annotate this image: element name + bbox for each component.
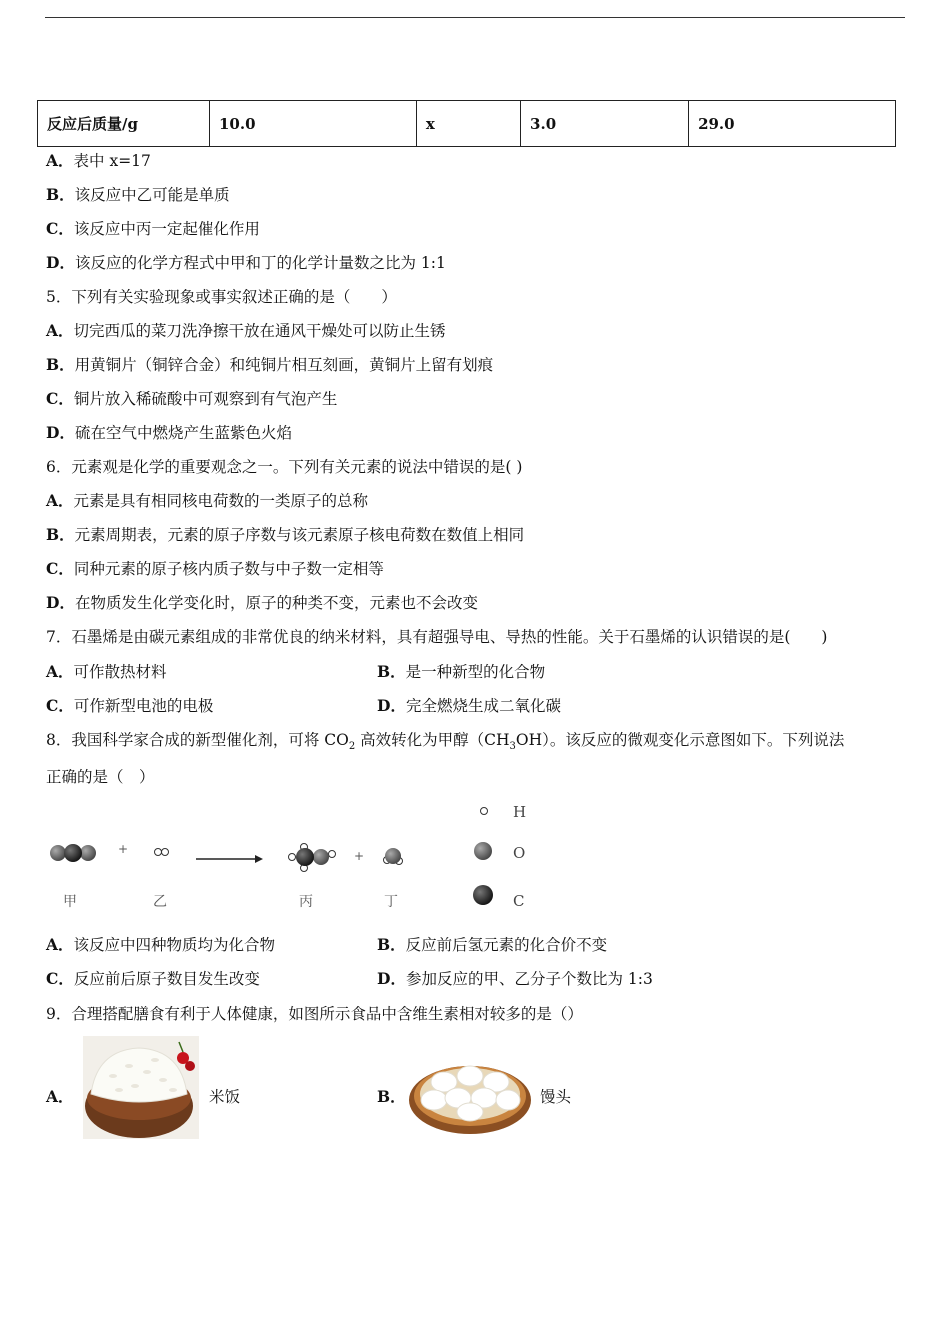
q9-stem: 9．合理搭配膳食有利于人体健康，如图所示食品中含维生素相对较多的是（） xyxy=(46,1005,583,1023)
value-yi: x xyxy=(416,101,520,147)
label-yi: 乙 xyxy=(153,894,167,910)
steamed-buns-image xyxy=(408,1048,532,1136)
q5-option-d[interactable]: D．硫在空气中燃烧产生蓝紫色火焰 xyxy=(46,423,292,442)
label-bing: 丙 xyxy=(299,894,313,910)
q9-option-b-text: 馒头 xyxy=(540,1088,572,1106)
q8-option-a[interactable]: A．该反应中四种物质均为化合物 xyxy=(46,935,276,954)
q7-option-c[interactable]: C．可作新型电池的电极 xyxy=(46,696,214,715)
q5-option-b[interactable]: B．用黄铜片（铜锌合金）和纯铜片相互刻画，黄铜片上留有划痕 xyxy=(46,355,494,374)
q6-stem: 6．元素观是化学的重要观念之一。下列有关元素的说法中错误的是( ) xyxy=(46,458,523,476)
molecule-yi xyxy=(155,849,169,856)
q4-option-a[interactable]: A．表中 x=17 xyxy=(46,151,151,170)
atom-legend xyxy=(473,803,526,910)
value-bing: 3.0 xyxy=(521,101,689,147)
label-jia: 甲 xyxy=(63,894,77,910)
q6-option-d[interactable]: D．在物质发生化学变化时，原子的种类不变，元素也不会改变 xyxy=(46,593,478,612)
q8-option-d[interactable]: D．参加反应的甲、乙分子个数比为 1:3 xyxy=(377,969,653,988)
legend-c: C xyxy=(513,892,525,910)
q9-option-a-letter[interactable]: A． xyxy=(46,1087,74,1106)
molecule-jia xyxy=(50,844,96,862)
q5-option-c[interactable]: C．铜片放入稀硫酸中可观察到有气泡产生 xyxy=(46,389,338,408)
q4-option-c[interactable]: C．该反应中丙一定起催化作用 xyxy=(46,219,260,238)
legend-o: O xyxy=(513,844,526,862)
q6-option-a[interactable]: A．元素是具有相同核电荷数的一类原子的总称 xyxy=(46,491,369,510)
q6-option-c[interactable]: C．同种元素的原子核内质子数与中子数一定相等 xyxy=(46,559,384,578)
plus-sign: + xyxy=(118,842,129,856)
q4-option-b[interactable]: B．该反应中乙可能是单质 xyxy=(46,185,230,204)
q6-option-b[interactable]: B．元素周期表，元素的原子序数与该元素原子核电荷数在数值上相同 xyxy=(46,525,525,544)
molecule-ding xyxy=(384,848,403,865)
q8-option-c[interactable]: C．反应前后原子数目发生改变 xyxy=(46,969,260,988)
q7-option-a[interactable]: A．可作散热材料 xyxy=(46,662,167,681)
q8-stem: 8．我国科学家合成的新型催化剂，可将 $CO_2$ 高效转化为甲醇$(CH_3OH)$。该反应的微观变化示意图如下。下列说法 xyxy=(46,731,845,753)
q9-option-b-letter[interactable]: B． xyxy=(377,1087,406,1106)
q7-stem: 7．石墨烯是由碳元素组成的非常优良的纳米材料，具有超强导电、导热的性能。关于石墨烯的认识错误的是( ) xyxy=(46,628,828,646)
value-ding: 29.0 xyxy=(689,101,896,147)
q8-stem-line2: 正确的是（ ） xyxy=(46,768,155,786)
value-jia: 10.0 xyxy=(210,101,417,147)
molecule-bing xyxy=(289,844,336,872)
rice-bowl-image xyxy=(83,1036,199,1139)
q8-option-b[interactable]: B．反应前后氢元素的化合价不变 xyxy=(377,935,608,954)
header-rule xyxy=(45,17,905,18)
reaction-arrow xyxy=(196,855,263,863)
plus-sign: + xyxy=(354,849,365,863)
q5-option-a[interactable]: A．切完西瓜的菜刀洗净擦干放在通风干燥处可以防止生锈 xyxy=(46,321,446,340)
row-label: 反应后质量/g xyxy=(38,101,210,147)
q7-option-d[interactable]: D．完全燃烧生成二氧化碳 xyxy=(377,696,561,715)
q4-option-d[interactable]: D．该反应的化学方程式中甲和丁的化学计量数之比为 1:1 xyxy=(46,253,446,272)
q7-option-b[interactable]: B．是一种新型的化合物 xyxy=(377,662,546,681)
legend-h: H xyxy=(513,803,527,821)
label-ding: 丁 xyxy=(384,894,398,910)
mass-table xyxy=(37,100,896,147)
table-row xyxy=(38,101,896,147)
q9-option-a-text: 米饭 xyxy=(209,1088,241,1106)
q5-stem: 5．下列有关实验现象或事实叙述正确的是（ ） xyxy=(46,288,397,306)
reaction-diagram xyxy=(40,796,560,920)
